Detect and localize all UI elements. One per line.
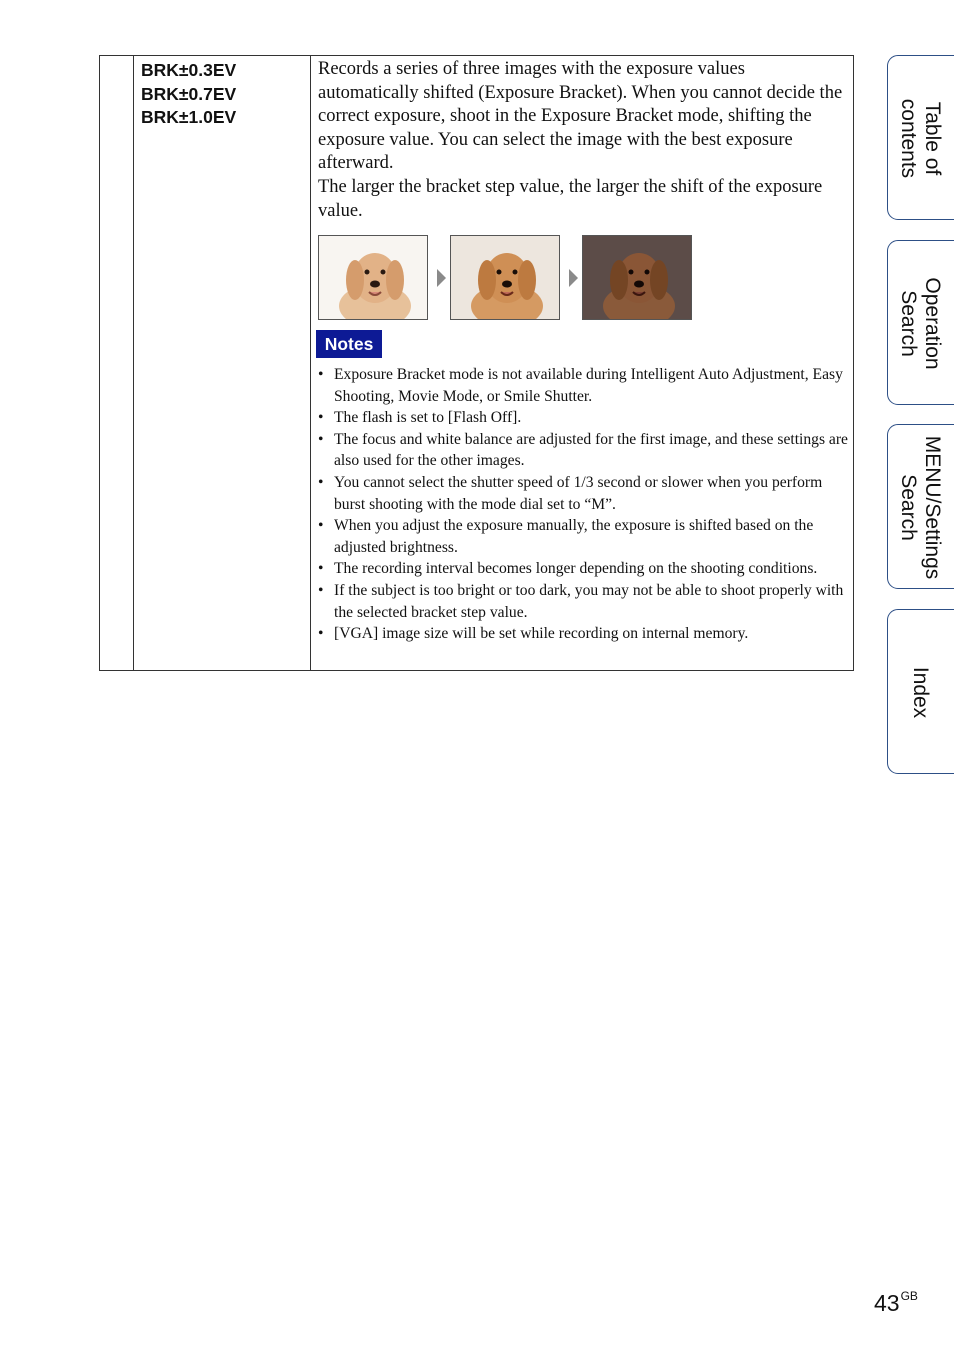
list-item: • [VGA] image size will be set while recording on internal memory. (318, 625, 749, 643)
note-text: Exposure Bracket mode is not available during Intelligent Auto Adjustment, Easy Shooting, Movie Mode, or Smile Shutter. (334, 366, 843, 405)
notes-list (318, 364, 848, 645)
tab-index[interactable] (887, 609, 954, 774)
list-item: • If the subject is too bright or too dark, you may not be able to shoot properly with the selected bracket step value. (318, 581, 844, 621)
tab-operation-search[interactable] (887, 240, 954, 405)
note-text: [VGA] image size will be set while recording on internal memory. (334, 625, 749, 643)
bracket-label: BRK±0.7EV (141, 83, 237, 104)
bracket-label: BRK±0.3EV (141, 60, 237, 80)
dog-photo-normal-icon (450, 235, 560, 320)
list-item: • The recording interval becomes longer depending on the shooting conditions. (318, 560, 818, 578)
tab-label: Operation (921, 277, 945, 370)
page-number-value: 43 (874, 1290, 900, 1316)
description-paragraph: Records a series of three images with the exposure values automatically shifted (Exposure Bracket). When you cannot decide the correct exposure, shoot in the Exposure Bracket mode, shifting the exposure value. You can select the image with the best exposure afterward. (318, 59, 843, 174)
tab-label: contents (897, 98, 921, 179)
note-text: You cannot select the shutter speed of 1/3 second or slower when you perform burst shooting with the mode dial set to “M”. (334, 473, 823, 513)
note-text: The flash is set to [Flash Off]. (334, 409, 522, 427)
tab-label: Index (909, 666, 933, 719)
note-text: If the subject is too bright or too dark, you may not be able to shoot properly with the selected bracket step value. (334, 581, 844, 621)
page-number (874, 1289, 918, 1317)
tab-label: Search (897, 474, 921, 541)
settings-table (99, 55, 854, 671)
description-paragraph: The larger the bracket step value, the larger the shift of the exposure value. (318, 176, 823, 221)
tab-table-of-contents[interactable] (887, 55, 954, 220)
list-item: • You cannot select the shutter speed of 1/3 second or slower when you perform burst shooting with the mode dial set to “M”. (318, 473, 823, 513)
list-item: • When you adjust the exposure manually, the exposure is shifted based on the adjusted brightness. (318, 517, 814, 556)
dog-photo-underexposed-icon (582, 235, 692, 320)
page-number-suffix: GB (900, 1289, 918, 1303)
bracket-step-labels (141, 59, 306, 130)
bracket-label: BRK±1.0EV (141, 107, 237, 127)
note-text: The focus and white balance are adjusted for the first image, and these settings are also used for the other images. (334, 430, 848, 470)
list-item: • The flash is set to [Flash Off]. (318, 409, 522, 427)
column-divider (310, 56, 311, 670)
column-divider (133, 56, 134, 670)
arrow-right-icon (569, 269, 578, 287)
notes-badge: Notes (316, 330, 382, 358)
list-item: • Exposure Bracket mode is not available during Intelligent Auto Adjustment, Easy Shooting, Movie Mode, or Smile Shutter. (318, 366, 843, 405)
note-text: When you adjust the exposure manually, the exposure is shifted based on the adjusted brightness. (334, 517, 814, 556)
tab-label: Search (897, 290, 921, 357)
note-text: The recording interval becomes longer depending on the shooting conditions. (334, 560, 818, 578)
tab-menu-settings-search[interactable] (887, 424, 954, 589)
tab-label: Table of (921, 101, 945, 176)
description (318, 58, 848, 223)
dog-photo-overexposed-icon (318, 235, 428, 320)
tab-label: MENU/Settings (921, 435, 945, 580)
arrow-right-icon (437, 269, 446, 287)
list-item: • The focus and white balance are adjusted for the first image, and these settings are also used for the other images. (318, 430, 848, 470)
